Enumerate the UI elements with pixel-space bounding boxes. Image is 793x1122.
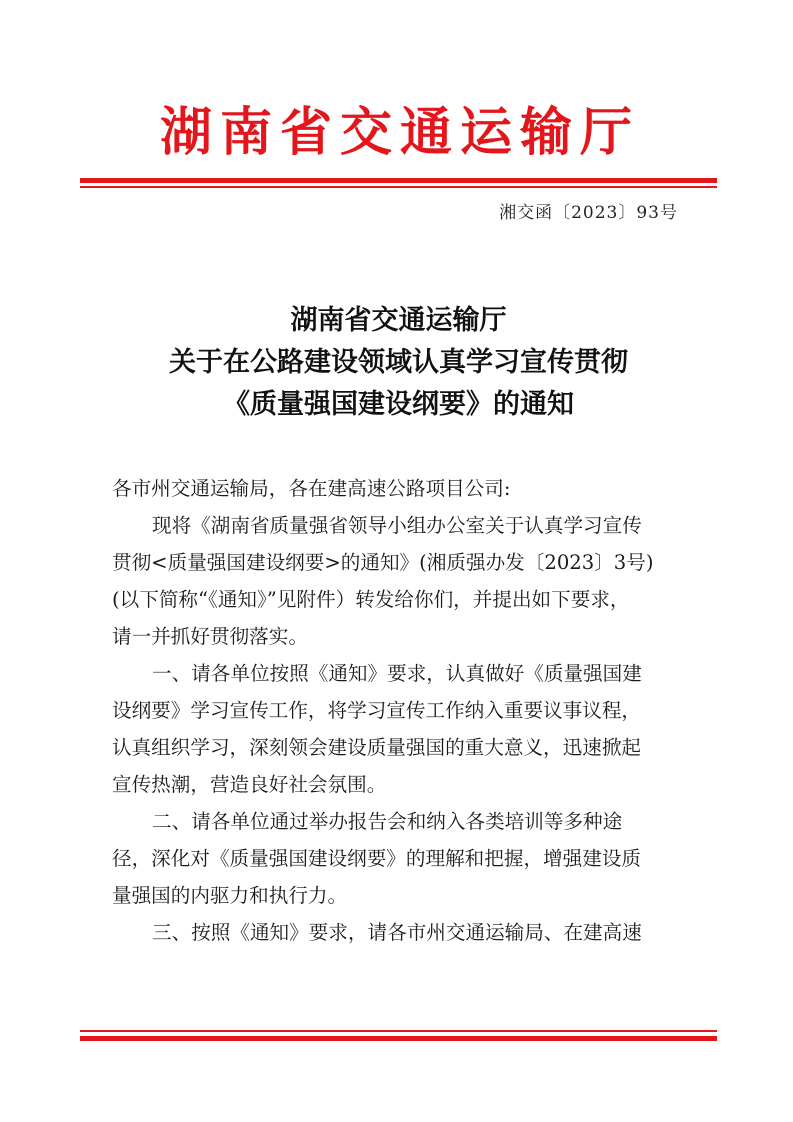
title-line-2: 关于在公路建设领域认真学习宣传贯彻 [169, 347, 628, 378]
title-line-3: 《质量强国建设纲要》的通知 [223, 389, 574, 420]
header-rule-thick [80, 178, 717, 183]
document-title [80, 300, 717, 426]
document-body [112, 470, 694, 951]
header-rule-thin [80, 186, 717, 188]
footer-rule-thin [80, 1030, 717, 1032]
salutation: 各市州交通运输局，各在建高速公路项目公司: [112, 477, 511, 500]
paragraph-2-line: 一、请各单位按照《通知》要求，认真做好《质量强国建 [152, 662, 642, 685]
paragraph-3-line: 径，深化对《质量强国建设纲要》的理解和把握，增强建设质 [112, 847, 642, 870]
title-line-1: 湖南省交通运输厅 [290, 305, 507, 336]
document-number: 湘交函〔2023〕93号 [499, 203, 678, 223]
paragraph-1-line: 现将《湖南省质量强省领导小组办公室关于认真学习宣传 [152, 514, 642, 537]
paragraph-3-line: 二、请各单位通过举办报告会和纳入各类培训等多种途 [152, 810, 623, 833]
paragraph-3-line: 量强国的内驱力和执行力。 [112, 884, 348, 907]
paragraph-1-line: (以下简称“《通知》”见附件）转发给你们，并提出如下要求， [112, 588, 630, 611]
paragraph-2-line: 宣传热潮，营造良好社会氛围。 [112, 773, 387, 796]
paragraph-4-line: 三、按照《通知》要求，请各市州交通运输局、在建高速 [152, 921, 642, 944]
footer-rule-thick [80, 1036, 717, 1041]
paragraph-2-line: 设纲要》学习宣传工作，将学习宣传工作纳入重要议事议程， [112, 699, 642, 722]
issuer-header: 湖南省交通运输厅 [159, 102, 640, 163]
paragraph-1-line: 贯彻<质量强国建设纲要>的通知》(湘质强办发〔2023〕3号) [112, 551, 654, 574]
paragraph-2-line: 认真组织学习，深刻领会建设质量强国的重大意义，迅速掀起 [112, 736, 642, 759]
paragraph-1-line: 请一并抓好贯彻落实。 [112, 625, 308, 648]
